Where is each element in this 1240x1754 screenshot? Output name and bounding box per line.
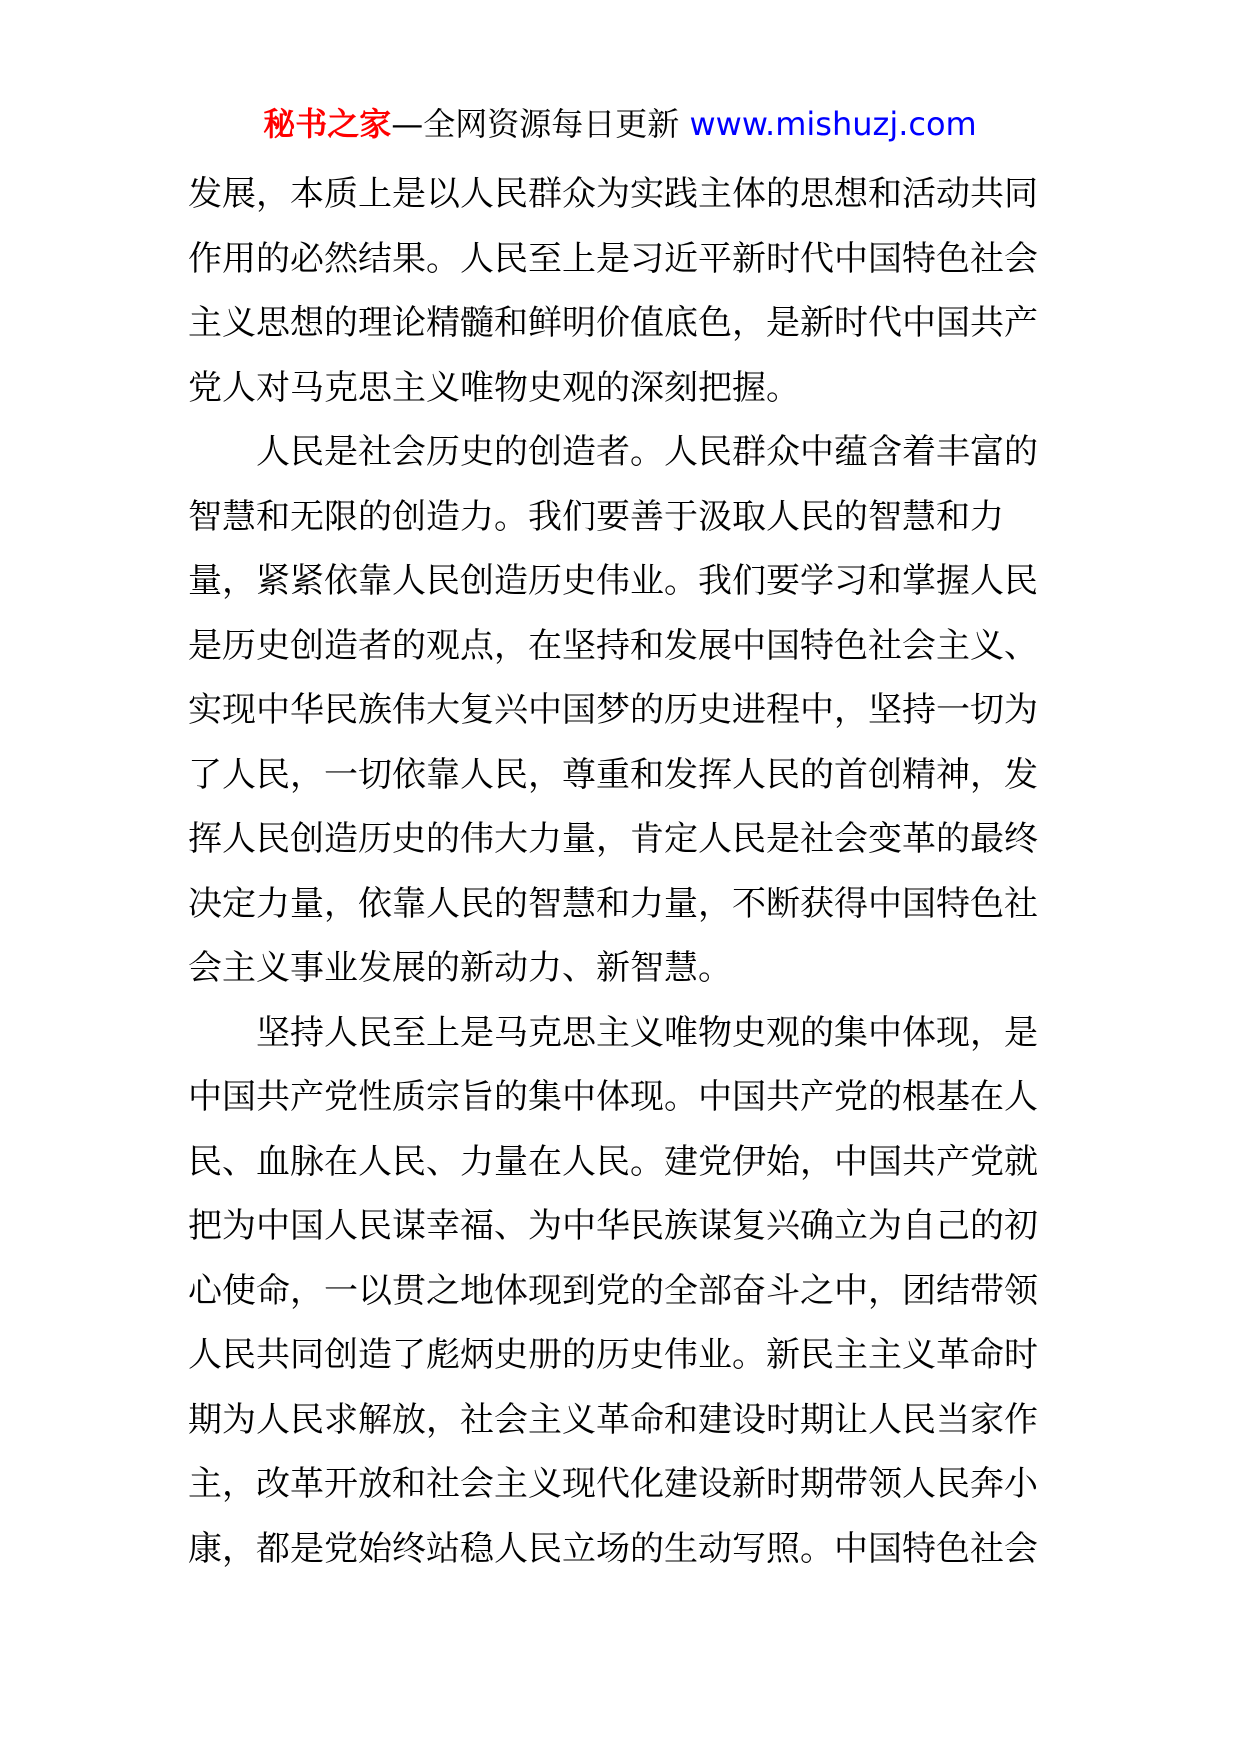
text-line: 量，紧紧依靠人民创造历史伟业。我们要学习和掌握人民 [188, 561, 1038, 601]
brand-name: 秘书之家 [263, 105, 392, 143]
text-line: 主义思想的理论精髓和鲜明价值底色，是新时代中国共产 [188, 303, 1038, 343]
header-slogan: —全网资源每日更新 [391, 105, 690, 143]
text-line: 作用的必然结果。人民至上是习近平新时代中国特色社会 [188, 238, 1038, 279]
text-line: 主，改革开放和社会主义现代化建设新时期带领人民奔小 [188, 1464, 1038, 1504]
text-line: 康，都是党始终站稳人民立场的生动写照。中国特色社会 [188, 1528, 1038, 1569]
page-header [0, 100, 1240, 148]
text-line: 把为中国人民谋幸福、为中华民族谋复兴确立为自己的初 [188, 1206, 1038, 1246]
text-line: 会主义事业发展的新动力、新智慧。 [188, 948, 732, 988]
text-line: 民、血脉在人民、力量在人民。建党伊始，中国共产党就 [188, 1141, 1038, 1182]
text-line: 党人对马克思主义唯物史观的深刻把握。 [188, 367, 800, 408]
text-line: 人民共同创造了彪炳史册的历史伟业。新民主主义革命时 [188, 1335, 1038, 1375]
text-line: 实现中华民族伟大复兴中国梦的历史进程中，坚持一切为 [188, 690, 1038, 730]
text-line: 中国共产党性质宗旨的集中体现。中国共产党的根基在人 [188, 1077, 1038, 1117]
text-line: 发展，本质上是以人民群众为实践主体的思想和活动共同 [188, 174, 1038, 214]
website-link[interactable]: www.mishuzj.com [689, 105, 977, 143]
paragraph-start-line: 坚持人民至上是马克思主义唯物史观的集中体现，是 [256, 1012, 1038, 1053]
text-line: 是历史创造者的观点，在坚持和发展中国特色社会主义、 [188, 625, 1038, 666]
text-line: 期为人民求解放，社会主义革命和建设时期让人民当家作 [188, 1399, 1038, 1440]
text-line: 智慧和无限的创造力。我们要善于汲取人民的智慧和力 [188, 496, 1004, 537]
text-line: 挥人民创造历史的伟大力量，肯定人民是社会变革的最终 [188, 819, 1038, 859]
paragraph-start-line: 人民是社会历史的创造者。人民群众中蕴含着丰富的 [256, 432, 1038, 472]
text-line: 决定力量，依靠人民的智慧和力量，不断获得中国特色社 [188, 883, 1038, 924]
text-line: 了人民，一切依靠人民，尊重和发挥人民的首创精神，发 [188, 754, 1038, 795]
body-text [188, 162, 1054, 1581]
text-line: 心使命，一以贯之地体现到党的全部奋斗之中，团结带领 [188, 1270, 1038, 1311]
